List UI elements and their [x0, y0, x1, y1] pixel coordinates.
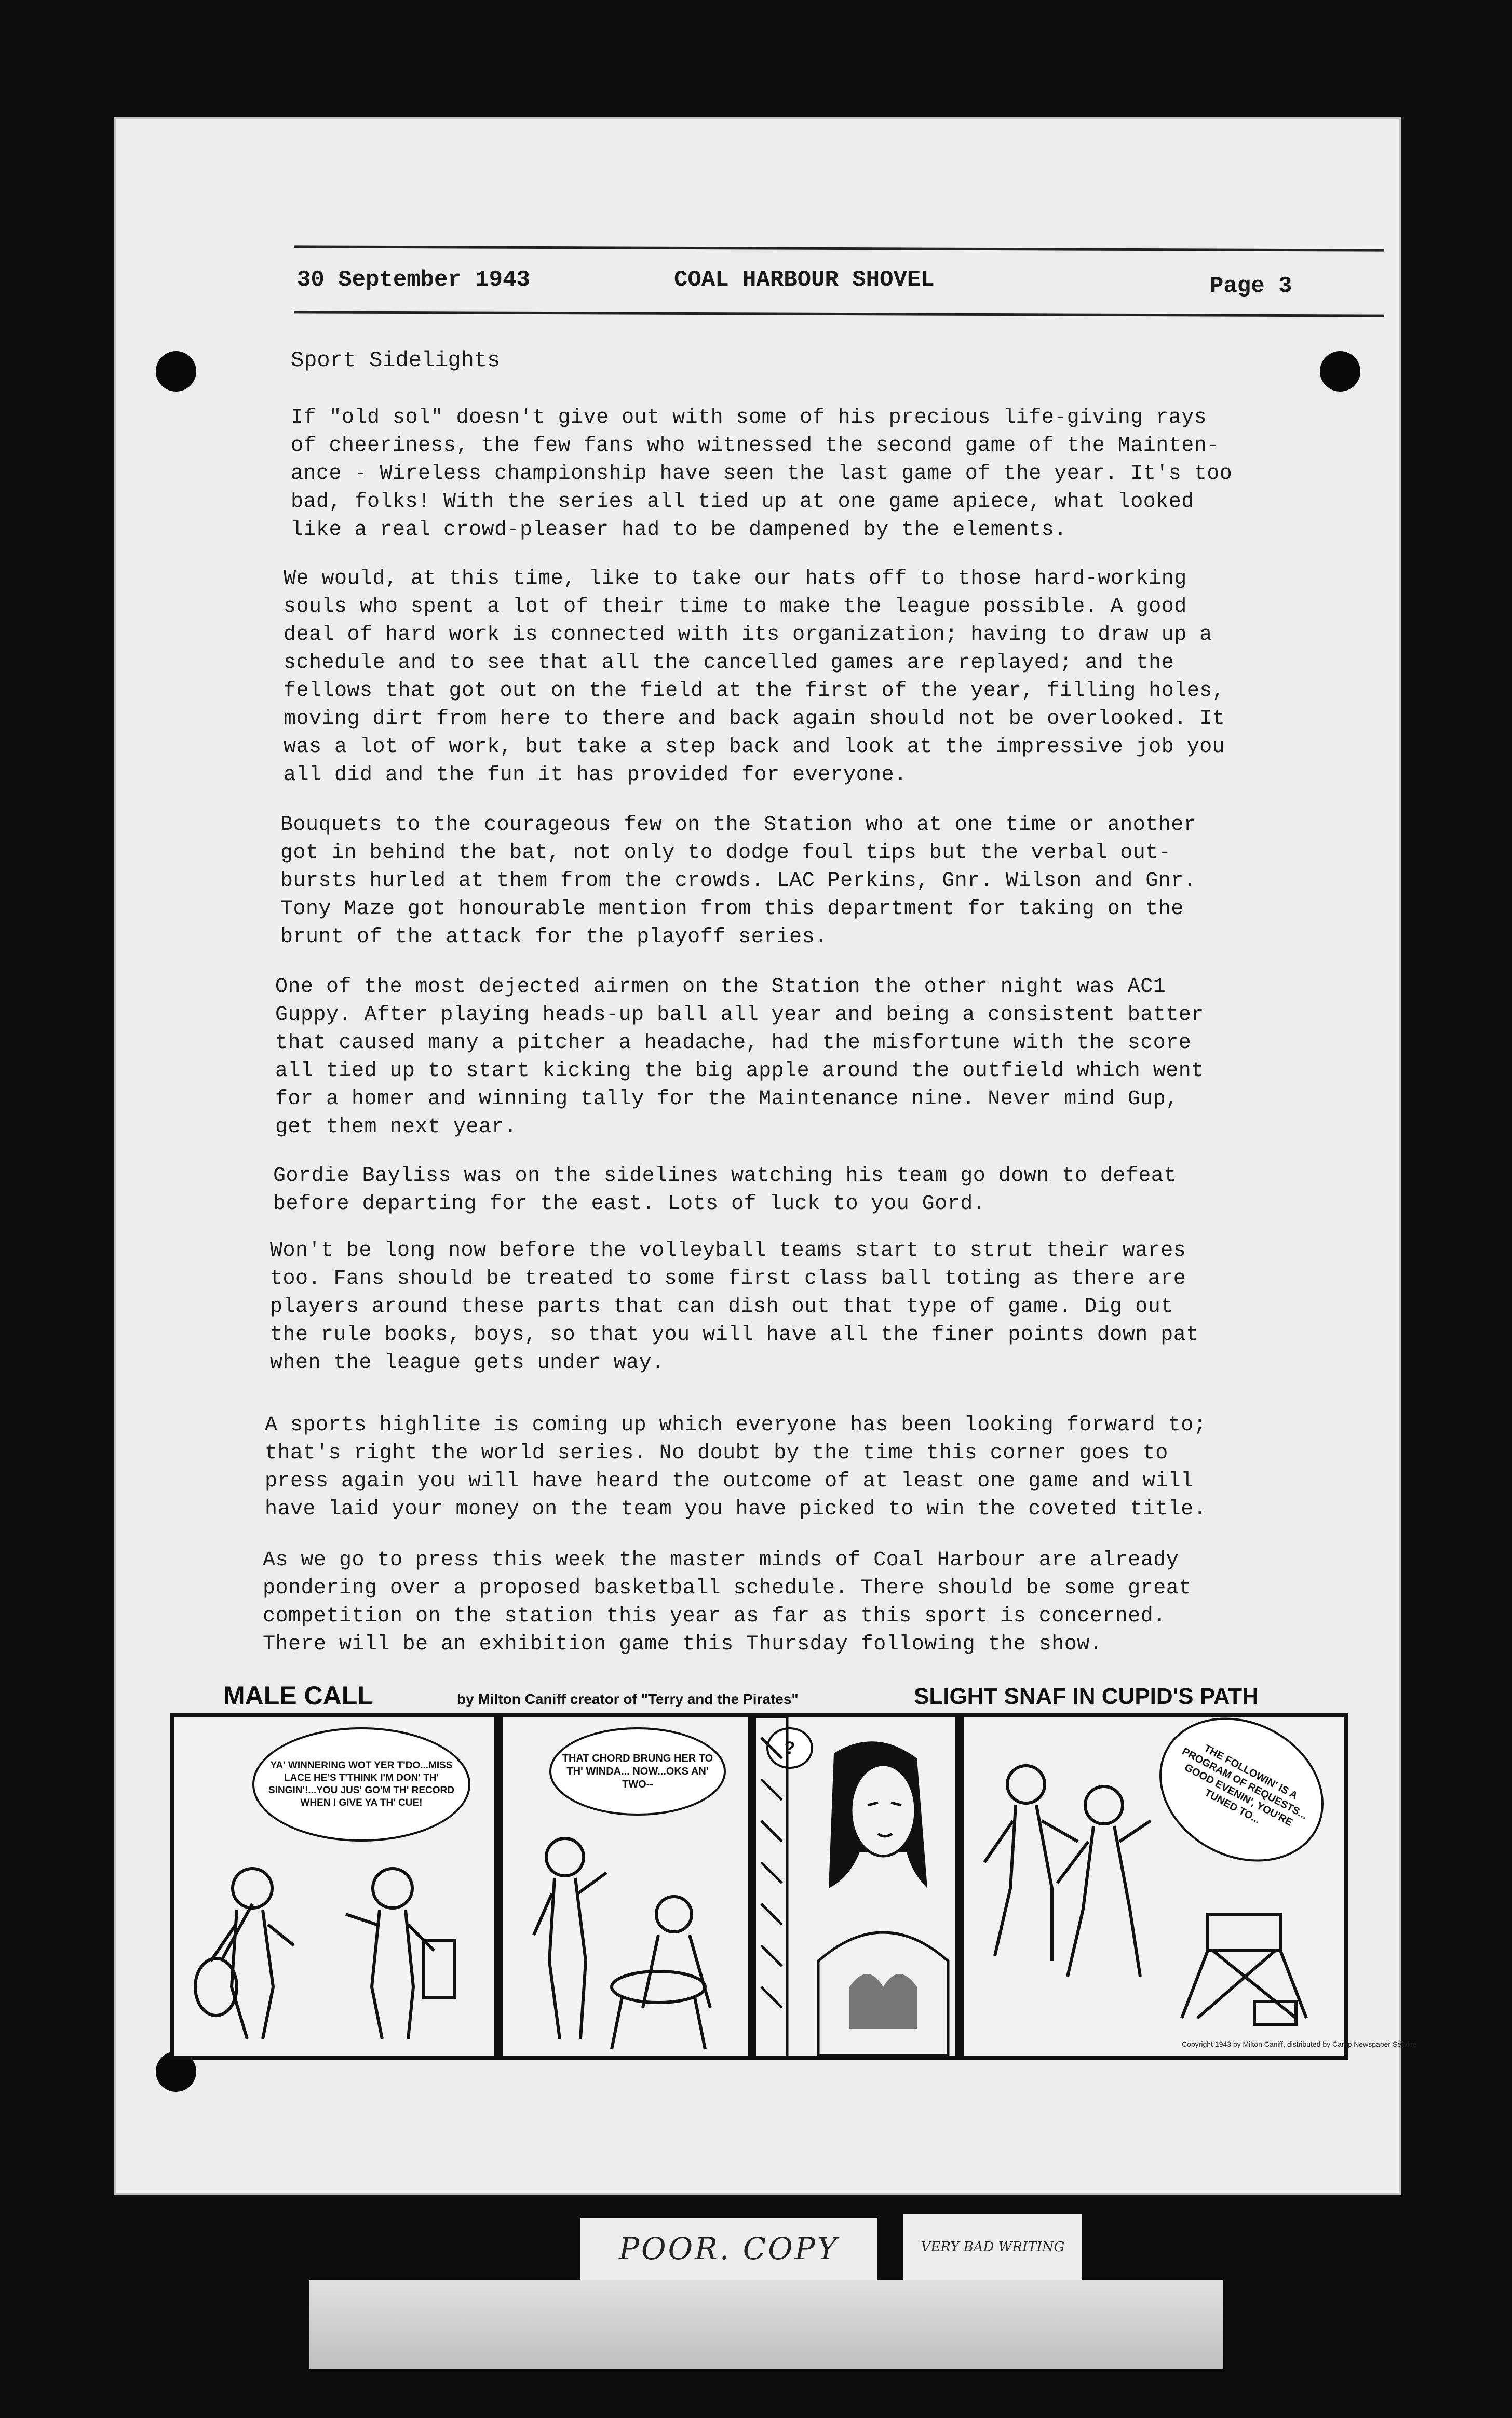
soldiers-with-guitar-drawing — [174, 1717, 494, 2056]
header-rule-bottom — [294, 311, 1384, 317]
paragraph: One of the most dejected airmen on the Station the other night was AC1 Guppy. After playing heads-up ball all year and being a consistent batter that caused many a pitcher a headache, had the misfortune with the score all tied up to start kicking the big apple around the outfield which went for a homer and winning tally for the Maintenance nine. Never mind Gup, get them next year. — [275, 975, 1204, 1139]
speech-bubble: THE FOLLOWIN' IS A PROGRAM OF REQUESTS... GOOD EVENIN', YOU'RE TUNED TO... — [1134, 1690, 1348, 1889]
speech-bubble: YA' WINNERING WOT YER T'DO...MISS LACE HE'S T'THINK I'M DON' TH' SINGIN'!...YOU JUS' GO'M TH' RECORD WHEN I GIVE YA TH' CUE! — [252, 1727, 470, 1842]
typewritten-page — [114, 117, 1417, 2195]
poor-copy-label: POOR. COPY — [580, 2218, 878, 2280]
issue-date: 30 September 1943 — [297, 267, 530, 293]
paragraph: If "old sol" doesn't give out with some of his precious life-giving rays of cheeriness, the few fans who witnessed the second game of the Mainten- ance - Wireless championship have seen the last game of the year. It's too bad, folks! With the series all tied up at one game apiece, what looked like a real crowd-pleaser had to be dampened by the elements. — [291, 406, 1233, 542]
soldiers-and-radio-drawing — [964, 1717, 1344, 2056]
page-number: Page 3 — [1210, 273, 1292, 299]
comic-episode-title: SLIGHT SNAF IN CUPID'S PATH — [914, 1684, 1259, 1709]
paragraph: Gordie Bayliss was on the sidelines watching his team go down to defeat before departing for the east. Lots of luck to you Gord. — [273, 1164, 1177, 1216]
very-bad-writing-label: VERY BAD WRITING — [903, 2214, 1082, 2280]
thought-bubble: ? — [766, 1727, 813, 1769]
film-mount-strip — [309, 2280, 1223, 2369]
article-title: Sport Sidelights — [291, 348, 501, 373]
comic-strip — [170, 1713, 1417, 2060]
comic-copyright: Copyright 1943 by Milton Caniff, distributed by Camp Newspaper Service — [1182, 2040, 1417, 2048]
speech-bubble: THAT CHORD BRUNG HER TO TH' WINDA... NOW...OKS AN' TWO-- — [549, 1727, 726, 1816]
header-rule-top — [294, 245, 1384, 251]
paragraph: As we go to press this week the master minds of Coal Harbour are already pondering over a proposed basketball schedule. There should be some great competition on the station this year as far as this sport is concerned. There will be an exhibition game this Thursday following the show. — [263, 1549, 1192, 1656]
comic-panel — [170, 1713, 498, 2060]
paragraph: Bouquets to the courageous few on the Station who at one time or another got in behind the bat, not only to dodge foul tips but the verbal out- bursts hurled at them from the crowds. LAC Perkins, Gnr. Wilson and Gnr. Tony Maze got honourable mention from this department for taking on the brunt of the attack for the playoff series. — [280, 813, 1197, 949]
punch-hole — [1320, 351, 1360, 392]
paragraph: Won't be long now before the volleyball teams start to strut their wares too. Fans should be treated to some first class ball toting as there are players around these parts that can dish out that type of game. Dig out the rule books, boys, so that you will have all the finer points down pat when the league gets under way. — [270, 1239, 1199, 1375]
publication-title: COAL HARBOUR SHOVEL — [674, 267, 935, 293]
paragraph: We would, at this time, like to take our hats off to those hard-working souls who spent a lot of their time to make the league possible. A good deal of hard work is connected with its organization; having to draw up a schedule and to see that all the cancelled games are replayed; and the fellows that got out on the field at the first of the year, filling holes, moving dirt from here to there and back again should not be overlooked. It was a lot of work, but take a step back and look at the impressive job you all did and the fun it has provided for everyone. — [284, 567, 1225, 787]
comic-panel — [498, 1713, 752, 2060]
comic-panel — [960, 1713, 1417, 2060]
punch-hole — [156, 351, 196, 392]
miss-lace-at-window-drawing — [756, 1717, 955, 2056]
soldier-with-phonograph-drawing — [503, 1717, 748, 2056]
paragraph: A sports highlite is coming up which everyone has been looking forward to; that's right the world series. No doubt by the time this corner goes to press again you will have heard the outcome of at least one game and will have laid your money on the team you have picked to win the coveted title. — [265, 1414, 1207, 1521]
comic-panel — [752, 1713, 960, 2060]
comic-byline: by Milton Caniff creator of "Terry and the Pirates" — [457, 1691, 799, 1707]
comic-title: MALE CALL — [223, 1681, 373, 1710]
